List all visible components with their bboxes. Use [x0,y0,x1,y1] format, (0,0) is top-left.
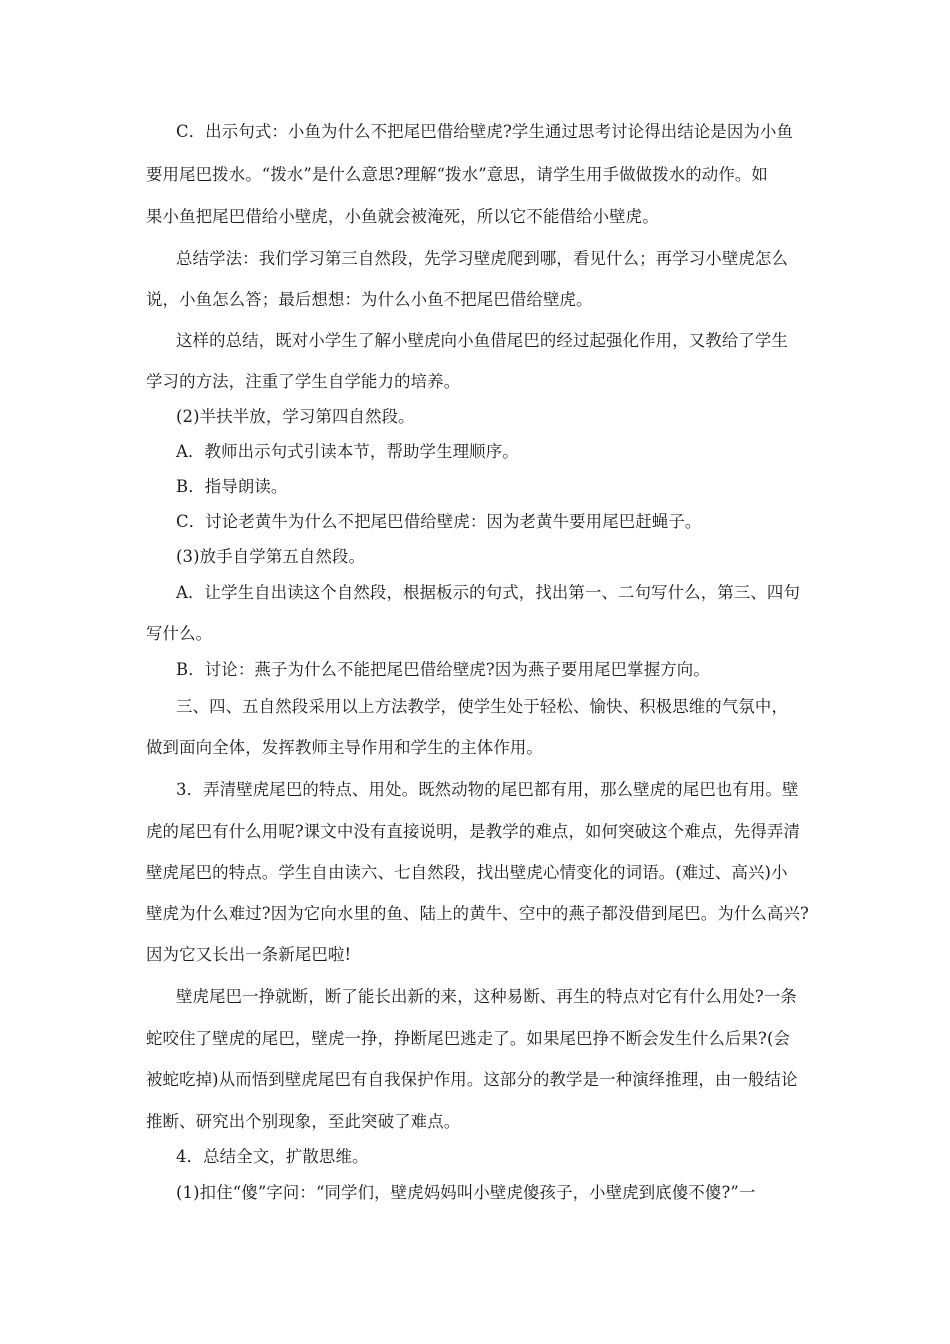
text-line: (3)放手自学第五自然段。 [176,547,366,566]
text-line: (1)扣住“傻”字问：“同学们，壁虎妈妈叫小壁虎傻孩子，小壁虎到底傻不傻?”一 [176,1183,756,1202]
text-line: 壁虎尾巴的特点。学生自由读六、七自然段，找出壁虎心情变化的词语。(难过、高兴)小 [146,863,788,882]
text-line: 写什么。 [146,624,213,643]
text-line: 壁虎为什么难过?因为它向水里的鱼、陆上的黄牛、空中的燕子都没借到尾巴。为什么高兴? [146,904,809,923]
text-line: B．讨论：燕子为什么不能把尾巴借给壁虎?因为燕子要用尾巴掌握方向。 [176,660,710,679]
text-line: (2)半扶半放，学习第四自然段。 [176,407,415,426]
text-line: 虎的尾巴有什么用呢?课文中没有直接说明，是教学的难点，如何突破这个难点，先得弄清 [146,822,801,841]
text-line: 壁虎尾巴一挣就断，断了能长出新的来，这种易断、再生的特点对它有什么用处?一条 [176,987,797,1006]
text-line: 学习的方法，注重了学生自学能力的培养。 [146,372,461,391]
text-line: 说，小鱼怎么答；最后想想：为什么小鱼不把尾巴借给壁虎。 [146,290,593,309]
text-line: 总结学法：我们学习第三自然段，先学习壁虎爬到哪，看见什么；再学习小壁虎怎么 [176,249,789,268]
text-line: A．教师出示句式引读本节，帮助学生理顺序。 [176,442,519,461]
text-line: 3．弄清壁虎尾巴的特点、用处。既然动物的尾巴都有用，那么壁虎的尾巴也有用。壁 [176,780,799,799]
text-line: 蛇咬住了壁虎的尾巴，壁虎一挣，挣断尾巴逃走了。如果尾巴挣不断会发生什么后果?(会 [146,1029,791,1048]
text-line: 这样的总结，既对小学生了解小壁虎向小鱼借尾巴的经过起强化作用，又教给了学生 [176,331,789,350]
text-line: 三、四、五自然段采用以上方法教学，使学生处于轻松、愉快、积极思维的气氛中， [176,697,789,716]
text-line: C．出示句式：小鱼为什么不把尾巴借给壁虎?学生通过思考讨论得出结论是因为小鱼 [176,122,794,141]
text-line: 做到面向全体，发挥教师主导作用和学生的主体作用。 [146,738,543,757]
text-line: A．让学生自出读这个自然段，根据板示的句式，找出第一、二句写什么，第三、四句 [176,583,800,602]
text-line: 推断、研究出个别现象，至此突破了难点。 [146,1112,461,1131]
text-line: 因为它又长出一条新尾巴啦! [146,945,352,964]
text-line: B．指导朗读。 [176,477,288,496]
text-line: C．讨论老黄牛为什么不把尾巴借给壁虎：因为老黄牛要用尾巴赶蝇子。 [176,512,702,531]
text-line: 被蛇吃掉)从而悟到壁虎尾巴有自我保护作用。这部分的教学是一种演绎推理，由一般结论 [146,1070,798,1089]
text-line: 4．总结全文，扩散思维。 [176,1147,369,1166]
text-line: 要用尾巴拨水。“拨水”是什么意思?理解“拨水”意思，请学生用手做做拨水的动作。如 [146,165,768,184]
text-line: 果小鱼把尾巴借给小壁虎，小鱼就会被淹死，所以它不能借给小壁虎。 [146,207,659,226]
